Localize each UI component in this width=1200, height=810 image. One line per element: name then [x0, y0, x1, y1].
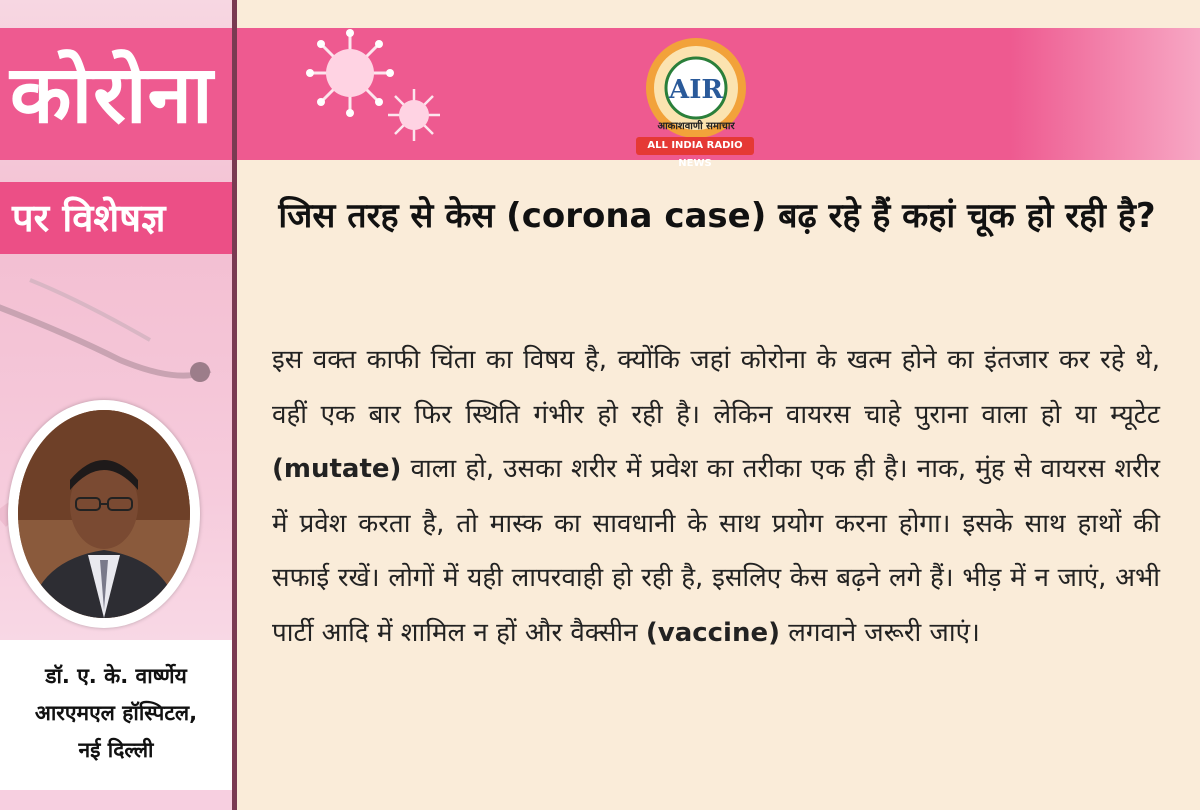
question-heading: जिस तरह से केस (corona case) बढ़ रहे हैं कहां चूक हो रही है?	[278, 196, 1156, 236]
expert-name: डॉ. ए. के. वार्ष्णेय	[45, 664, 187, 688]
logo-hindi-text: आकाशवाणी समाचार	[657, 121, 735, 132]
logo-english-text: ALL INDIA RADIO NEWS	[636, 137, 754, 155]
virus-icon	[305, 28, 395, 118]
expert-city: नई दिल्ली	[78, 738, 154, 762]
answer-term: (vaccine)	[645, 617, 780, 648]
topic-title: कोरोना	[10, 48, 214, 141]
answer-text: लगवाने जरूरी जाएं।	[780, 617, 980, 648]
expert-label: पर विशेषज्ञ	[12, 196, 166, 240]
answer-paragraph	[272, 333, 1160, 660]
bottom-strip	[0, 790, 232, 810]
panel-divider	[232, 0, 237, 810]
answer-text: वाला हो, उसका शरीर में प्रवेश का तरीका एक ही है। नाक, मुंह से वायरस शरीर में प्रवेश करता है, तो मास्क का सावधानी के साथ प्रयोग करना होगा। इसके साथ हाथों की सफाई रखें। लोगों में यही लापरवाही हो रही है, इसलिए केस बढ़ने लगे हैं। भीड़ में न जाएं, अभी पार्टी आदि में शामिल न हों और वैक्सीन	[272, 454, 1160, 648]
expert-hospital: आरएमएल हॉस्पिटल,	[34, 701, 198, 725]
logo-mark: AIR	[669, 75, 723, 105]
answer-term: (mutate)	[272, 454, 402, 484]
expert-caption	[0, 640, 232, 790]
expert-label-bar	[0, 182, 232, 254]
virus-icon	[385, 86, 443, 144]
expert-photo	[18, 410, 190, 618]
answer-text: इस वक्त काफी चिंता का विषय है, क्योंकि जहां कोरोना के खत्म होने का इंतजार कर रहे थे, वहीं एक बार फिर स्थिति गंभीर हो रही है। लेकिन वायरस चाहे पुराना वाला हो या म्यूटेट	[272, 345, 1160, 430]
